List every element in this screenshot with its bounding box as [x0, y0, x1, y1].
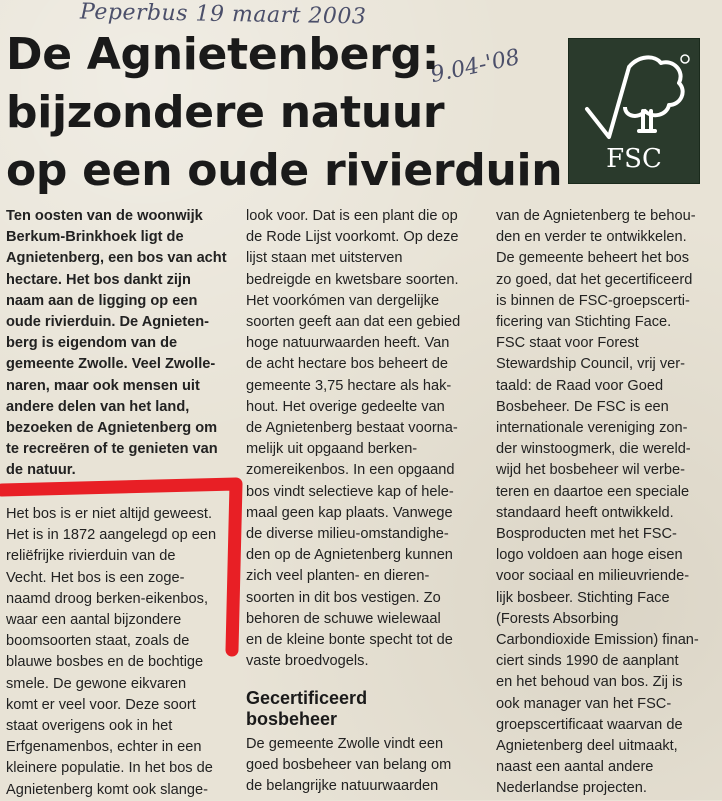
text-line: Stewardship Council, vrij ver- — [496, 356, 685, 373]
text-line: berg is eigendom van de — [6, 335, 178, 352]
text-line: behoren de schuwe wielewaal — [246, 610, 441, 627]
text-line: naren, maar ook mensen uit — [6, 377, 200, 394]
text-line: staat overigens ook in het — [6, 718, 173, 735]
text-line: gemeente 3,75 hectare als hak- — [246, 377, 452, 394]
text-line: Agnietenberg komt ook slange- — [6, 781, 209, 798]
text-line: bos vindt selectieve kap of hele- — [246, 483, 454, 500]
text-line: Bosbeheer. De FSC is een — [496, 398, 669, 415]
headline-line: De Agnietenberg: — [6, 29, 440, 80]
handwritten-date-note: Peperbus 19 maart 2003 — [79, 0, 367, 30]
text-line: De gemeente Zwolle vindt een — [246, 736, 444, 752]
text-line: hoge natuurwaarden heeft. Van — [246, 335, 450, 352]
text-line: soorten geeft aan dat een gebied — [246, 314, 461, 331]
text-line: bezoeken de Agnietenberg om — [6, 420, 218, 437]
text-line: (Forests Absorbing — [496, 610, 619, 627]
text-line: de Rode Lijst voorkomt. Op deze — [246, 229, 459, 246]
headline-line: bijzondere natuur — [6, 87, 445, 138]
text-line: van de Agnietenberg te behou- — [496, 208, 696, 224]
headline — [6, 26, 562, 200]
text-line: Het is in 1872 aangelegd op een — [6, 527, 217, 544]
text-line: reliëfrijke rivierduin van de — [6, 548, 176, 565]
text-line: de Agnietenberg bestaat voorna- — [246, 420, 458, 437]
text-line: melijk uit opgaand berken- — [246, 441, 418, 458]
text-line: gemeente Zwolle. Veel Zwolle- — [6, 356, 216, 373]
text-line: de belangrijke natuurwaarden — [246, 778, 439, 795]
text-line: andere delen van het land, — [6, 398, 190, 415]
text-line: ficering van Stichting Face. — [496, 314, 672, 331]
text-line: naast een aantal andere — [496, 759, 654, 776]
fsc-logo — [568, 38, 700, 184]
text-line: wijd het bosbeheer wil verbe- — [496, 462, 686, 479]
text-line: Agnietenberg, een bos van acht — [6, 250, 227, 267]
text-line: hout. Het overige gedeelte van — [246, 398, 445, 415]
headline-line: op een oude rivierduin — [6, 145, 563, 196]
text-line: Carbondioxide Emission) finan- — [496, 632, 699, 649]
text-line: en het behoud van bos. Zij is — [496, 674, 683, 691]
text-line: komt er veel voor. Deze soort — [6, 696, 196, 713]
text-line: Vecht. Het bos is een zoge- — [6, 569, 185, 586]
body-column-2 — [246, 206, 486, 672]
text-line: oude rivierduin. De Agnieten- — [6, 314, 209, 331]
text-line: blauwe bosbes en de bochtige — [6, 654, 204, 671]
text-line: smele. De gewone eikvaren — [6, 675, 187, 692]
text-line: vaste broedvogels. — [246, 653, 369, 670]
text-line: Het bos is er niet altijd geweest. — [6, 506, 213, 522]
text-line: ook manager van het FSC- — [496, 695, 672, 712]
text-line: Bosproducten met het FSC- — [496, 526, 677, 543]
text-line: Berkum-Brinkhoek ligt de — [6, 229, 184, 246]
text-line: is binnen de FSC-groepscerti- — [496, 292, 690, 309]
text-line: de acht hectare bos beheert de — [246, 356, 449, 373]
text-line: den op de Agnietenberg kunnen — [246, 547, 453, 564]
text-line: hectare. Het bos dankt zijn — [6, 271, 191, 288]
intro-paragraph — [6, 206, 238, 482]
text-line: boomsoorten staat, zoals de — [6, 633, 190, 650]
text-line: lijk bosbeer. Stichting Face — [496, 589, 670, 606]
text-line: Het voorkómen van dergelijke — [246, 292, 440, 309]
body-column-1 — [6, 504, 238, 801]
text-line: lijst staan met uitsterven — [246, 250, 403, 267]
fsc-logo-text: FSC — [606, 144, 662, 174]
text-line: der winstoogmerk, die wereld- — [496, 441, 691, 458]
section-subheading — [246, 688, 486, 730]
body-column-2-continued — [246, 734, 486, 798]
text-line: den en verder te ontwikkelen. — [496, 229, 687, 246]
text-line: groepscertificaat waarvan de — [496, 716, 683, 733]
text-line: taald: de Raad voor Goed — [496, 377, 664, 394]
text-line: kleinere populatie. In het bos de — [6, 760, 213, 777]
text-line: bedreigde en kwetsbare soorten. — [246, 271, 459, 288]
handwritten-signature: 9.04-'08 — [428, 44, 523, 89]
text-line: look voor. Dat is een plant die op — [246, 208, 458, 224]
text-line: de natuur. — [6, 462, 76, 479]
text-line: soorten in dit bos vestigen. Zo — [246, 589, 441, 606]
text-line: ciert sinds 1990 de aanplant — [496, 653, 679, 670]
text-line: zich veel planten- en dieren- — [246, 568, 430, 585]
text-line: Agnietenberg deel uitmaakt, — [496, 738, 678, 755]
text-line: De gemeente beheert het bos — [496, 250, 690, 267]
subheading-line: Gecertificeerd — [246, 688, 368, 708]
text-line: internationale vereniging zon- — [496, 420, 688, 437]
text-line: naam aan de ligging op een — [6, 292, 198, 309]
text-line: teren en daartoe een speciale — [496, 483, 690, 500]
text-line: de diverse milieu-omstandighe- — [246, 526, 449, 543]
text-line: logo voldoen aan hoge eisen — [496, 547, 683, 564]
text-line: Nederlandse projecten. — [496, 780, 647, 797]
fsc-tree-checkmark-icon — [569, 39, 699, 183]
text-line: Ten oosten van de woonwijk — [6, 208, 203, 224]
text-line: voor sociaal en milieuvriende- — [496, 568, 690, 585]
text-line: goed bosbeheer van belang om — [246, 757, 452, 774]
text-line: zo goed, dat het gecertificeerd — [496, 271, 693, 288]
text-line: en de kleine bonte specht tot de — [246, 632, 453, 649]
text-line: zomereikenbos. In een opgaand — [246, 462, 455, 479]
text-line: maal geen kap plaats. Vanwege — [246, 504, 453, 521]
text-line: FSC staat voor Forest — [496, 335, 639, 352]
text-line: waar een aantal bijzondere — [6, 612, 182, 629]
text-line: Erfgenamenbos, echter in een — [6, 739, 202, 756]
text-line: standaard heeft ontwikkeld. — [496, 504, 674, 521]
body-column-3 — [496, 206, 718, 800]
text-line: naamd droog berken-eikenbos, — [6, 590, 209, 607]
text-line: te recreëren of te genieten van — [6, 441, 218, 458]
subheading-line: bosbeheer — [246, 709, 338, 729]
